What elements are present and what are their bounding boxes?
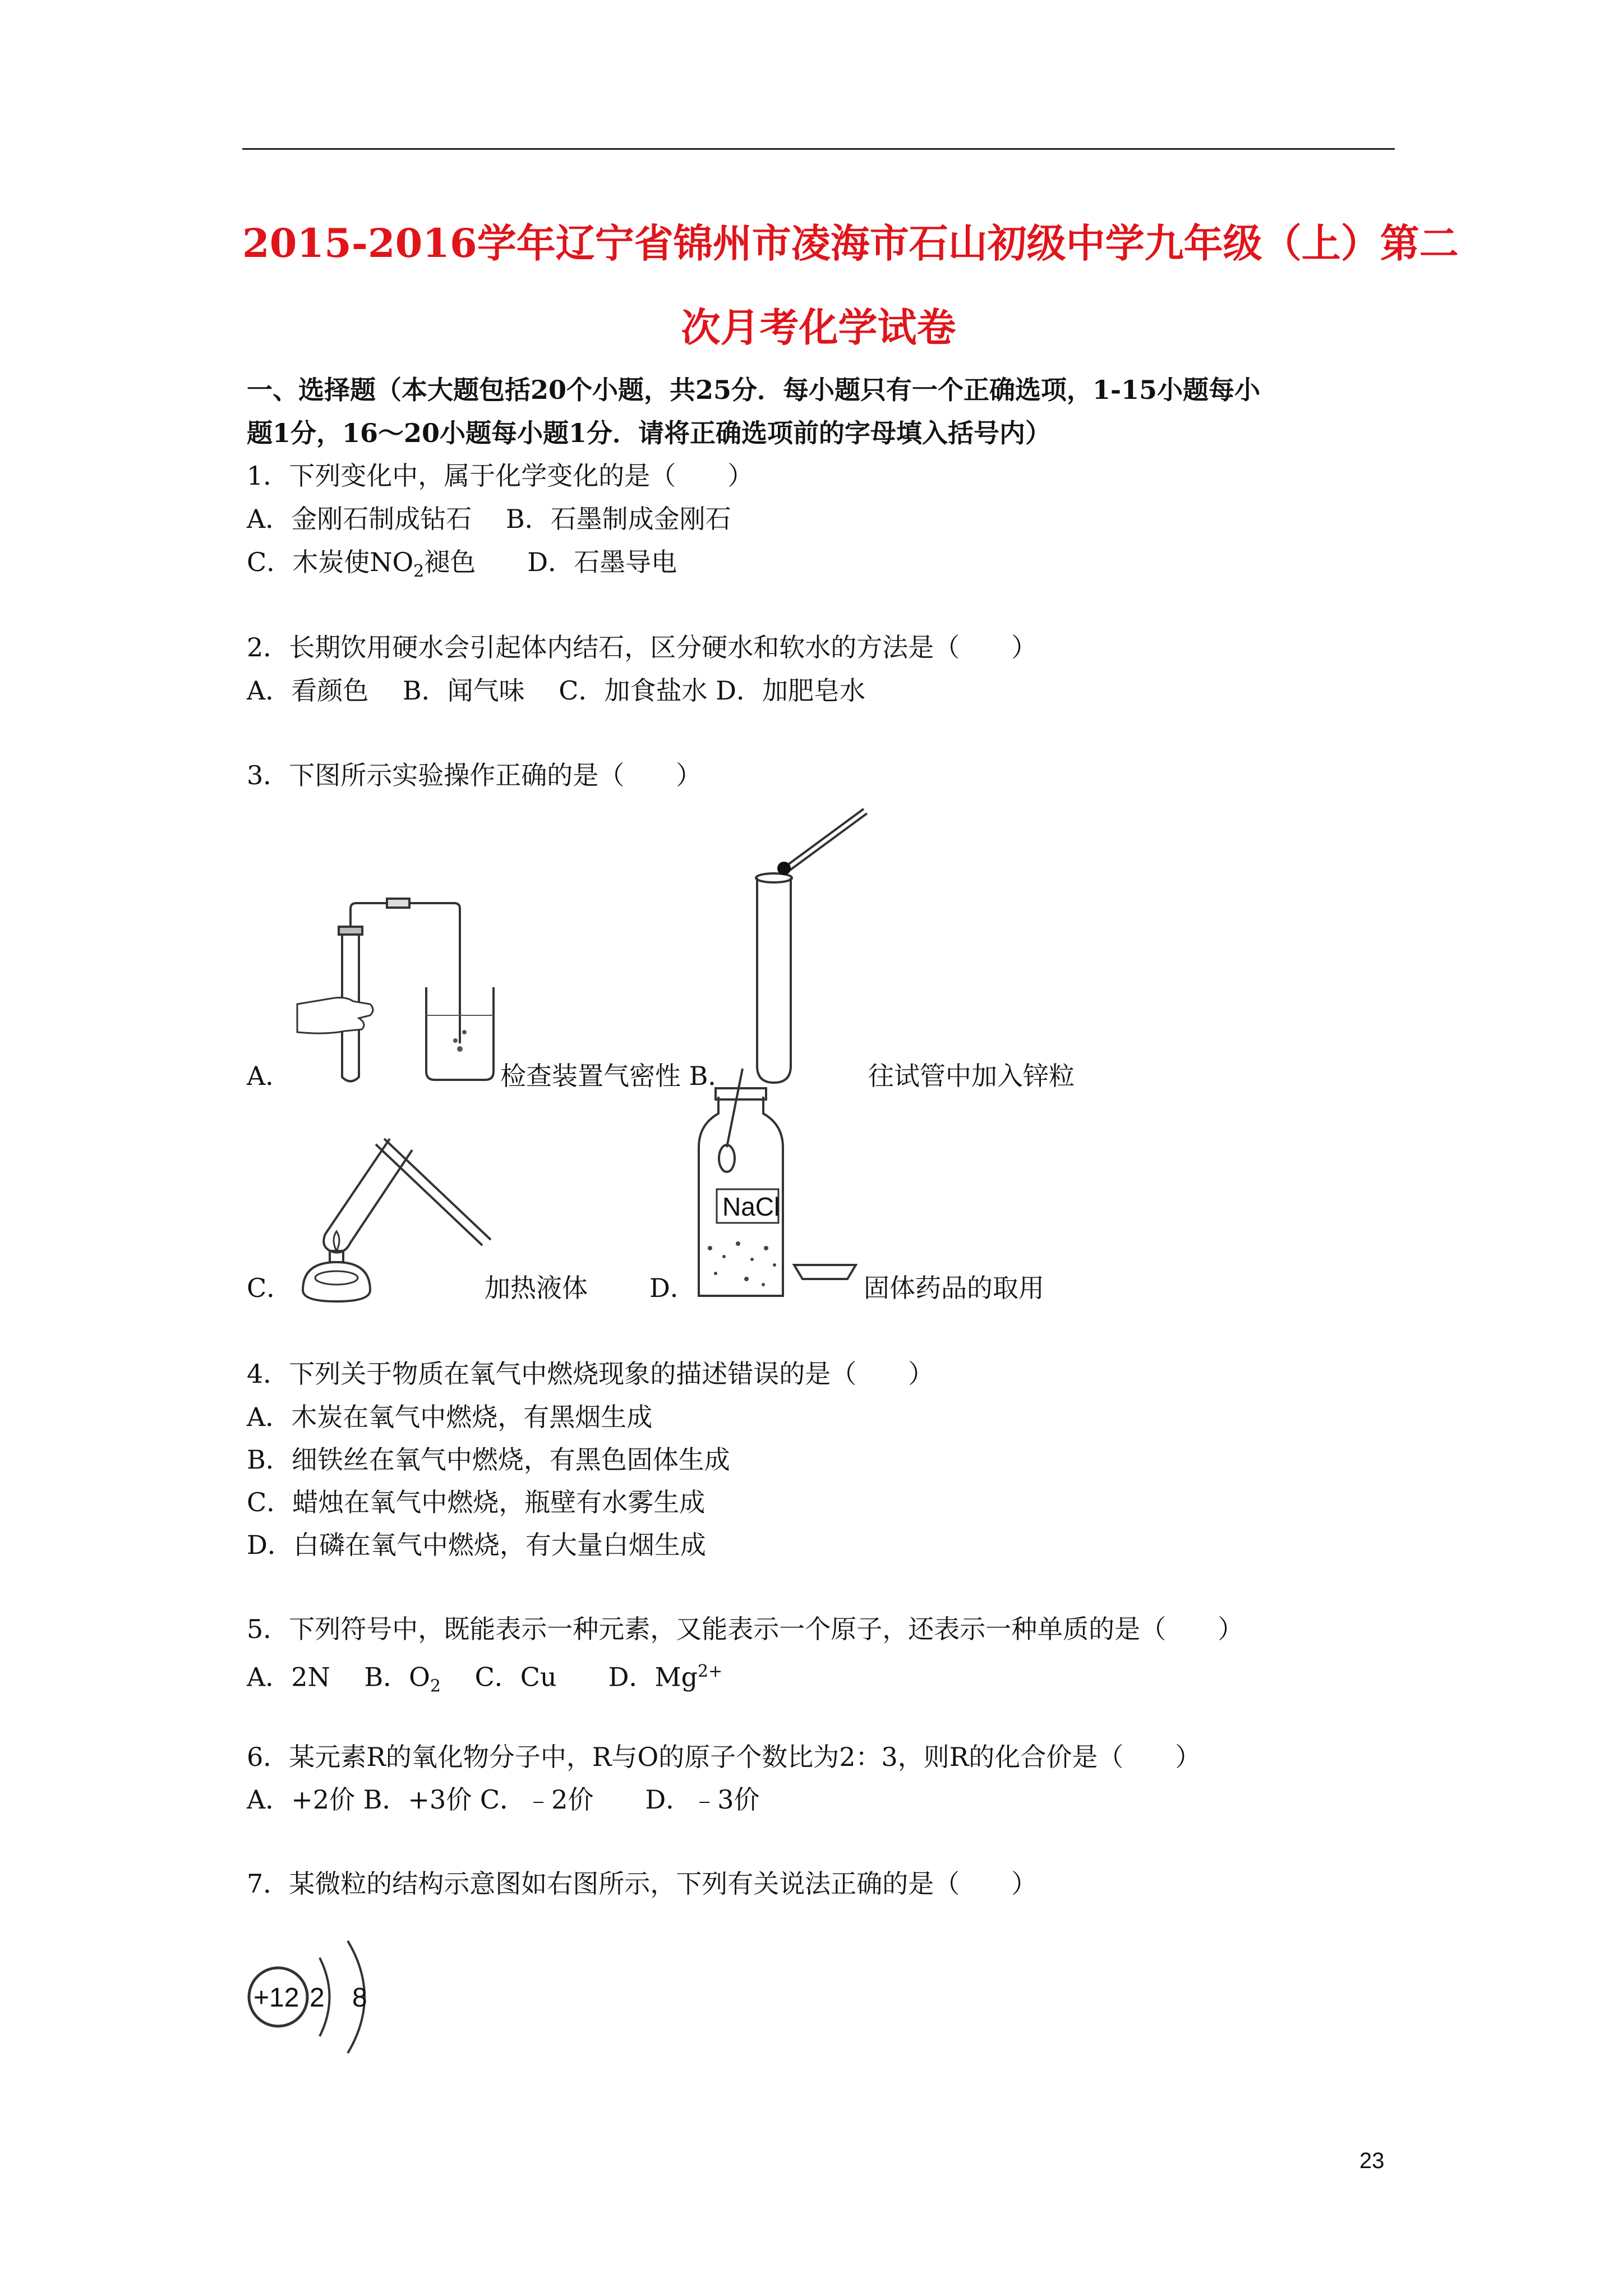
q7-nucleus-charge: +12 <box>253 1983 299 2013</box>
q3-option-d-text: 固体药品的取用 <box>864 1273 1044 1303</box>
q4-option-b: B．细铁丝在氧气中燃烧，有黑色固体生成 <box>247 1444 730 1475</box>
q5-option-b-subscript: 2 <box>430 1676 441 1696</box>
q2-options: A．看颜色 B．闻气味 C．加食盐水 D．加肥皂水 <box>247 675 865 706</box>
q1-options-ab: A．金刚石制成钻石 B．石墨制成金刚石 <box>247 504 731 534</box>
q3-option-b-text: 往试管中加入锌粒 <box>868 1061 1075 1091</box>
q3-option-c-text: 加热液体 <box>485 1273 588 1303</box>
q7-stem: 7．某微粒的结构示意图如右图所示，下列有关说法正确的是（ ） <box>247 1869 1038 1899</box>
q5-options-part2: C．Cu D．Mg <box>440 1662 698 1692</box>
q7-shell2-electrons: 8 <box>352 1983 367 2013</box>
q1-stem: 1．下列变化中，属于化学变化的是（ ） <box>247 461 754 491</box>
q1-option-c-prefix: C．木炭使NO <box>247 547 414 577</box>
q1-options-cd <box>247 545 677 588</box>
q4-option-c: C．蜡烛在氧气中燃烧，瓶壁有水雾生成 <box>247 1487 706 1517</box>
q5-options <box>247 1655 722 1704</box>
q6-stem: 6．某元素R的氧化物分子中，R与O的原子个数比为2：3，则R的化合价是（ ） <box>247 1742 1201 1772</box>
q3-stem: 3．下图所示实验操作正确的是（ ） <box>247 760 702 790</box>
figure-c-heating-liquid <box>292 1122 494 1307</box>
q1-option-c-subscript: 2 <box>413 562 425 582</box>
page-number: 23 <box>1359 2148 1385 2173</box>
q4-stem: 4．下列关于物质在氧气中燃烧现象的描述错误的是（ ） <box>247 1359 934 1389</box>
q5-options-part1: A．2N B．O <box>247 1662 430 1692</box>
q3-option-c-label: C． <box>247 1273 293 1303</box>
figure-d-solid-reagent <box>693 1063 861 1301</box>
page-title-line1: 2015-2016学年辽宁省锦州市凌海市石山初级中学九年级（上）第二 <box>242 220 1459 266</box>
q1-option-c-suffix: 褪色 D．石墨导电 <box>424 547 677 577</box>
q4-option-a: A．木炭在氧气中燃烧，有黑烟生成 <box>247 1402 653 1432</box>
figure-d-nacl-label: NaCl <box>722 1192 780 1221</box>
q5-option-d-superscript: 2+ <box>698 1662 723 1681</box>
figure-a-airtightness-check <box>292 898 505 1088</box>
section-heading-line1: 一、选择题（本大题包括20个小题，共25分．每小题只有一个正确选项，1-15小题每小 <box>247 375 1261 405</box>
q3-option-d-label: D． <box>649 1273 696 1303</box>
figure-b-add-zinc <box>740 802 886 1088</box>
page-title-line2: 次月考化学试卷 <box>681 304 956 351</box>
q3-option-a-text: 检查装置气密性 B． <box>500 1061 734 1091</box>
q4-option-d: D．白磷在氧气中燃烧，有大量白烟生成 <box>247 1530 706 1560</box>
q7-shell1-electrons: 2 <box>310 1983 325 2013</box>
section-heading-line2: 题1分，16～20小题每小题1分．请将正确选项前的字母填入括号内） <box>247 418 1052 448</box>
header-rule <box>242 148 1395 150</box>
q2-stem: 2．长期饮用硬水会引起体内结石，区分硬水和软水的方法是（ ） <box>247 632 1038 662</box>
q6-options: A．+2价 B．+3价 C．﹣2价 D．﹣3价 <box>247 1784 760 1815</box>
q3-option-a-label: A． <box>247 1061 292 1091</box>
q5-stem: 5．下列符号中，既能表示一种元素，又能表示一个原子，还表示一种单质的是（ ） <box>247 1614 1244 1644</box>
q7-atom-structure-diagram <box>241 1930 409 2064</box>
